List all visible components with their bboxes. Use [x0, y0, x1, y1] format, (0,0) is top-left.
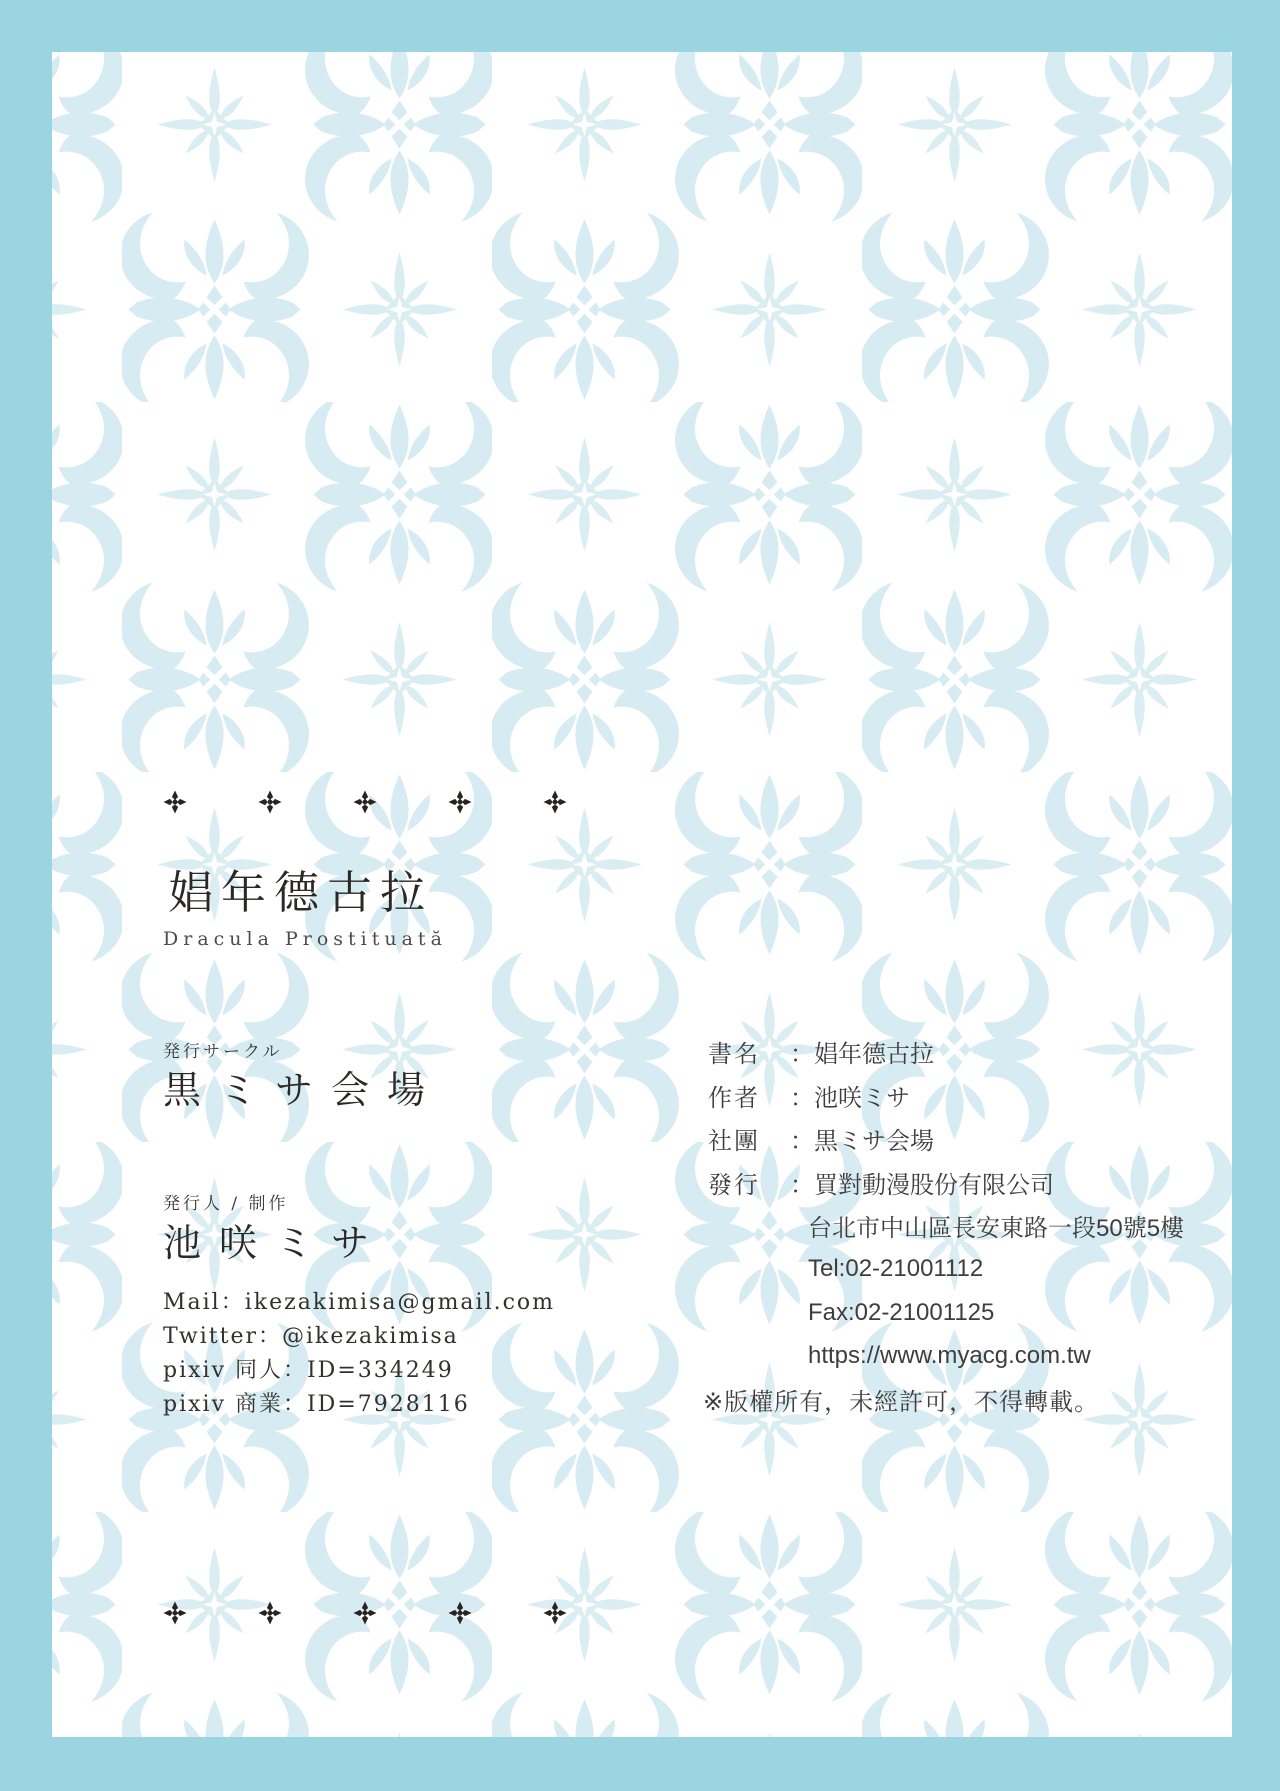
colophon-value: 買對動漫股份有限公司: [814, 1171, 1054, 1199]
content-layer: [52, 52, 1232, 1737]
contact-list: [163, 1286, 555, 1422]
cross-fleury-icon: [163, 1601, 187, 1625]
colophon-page: [52, 52, 1232, 1737]
contact-mail: Mail：ikezakimisa@gmail.com: [163, 1290, 556, 1315]
cross-fleury-icon: [163, 790, 187, 814]
colophon-label: 社團: [708, 1128, 760, 1156]
cross-fleury-icon: [448, 790, 472, 814]
colophon-label: 書名: [708, 1041, 760, 1069]
cross-fleury-icon: [258, 1601, 282, 1625]
colon: ：: [790, 1171, 814, 1199]
top-cross-divider: [163, 790, 567, 814]
colon: ：: [790, 1128, 814, 1156]
publisher-fax: Fax:02-21001125: [808, 1298, 995, 1326]
copyright-notice: ※版權所有，未經許可，不得轉載。: [703, 1389, 1100, 1417]
colophon-row-author: [708, 1074, 1184, 1118]
circle-name: 黒ミサ会場: [163, 1068, 444, 1112]
colophon-row-title: [708, 1030, 1184, 1074]
creator-name: 池咲ミサ: [163, 1221, 388, 1265]
publisher-address: 台北市中山區長安東路一段50號5樓: [808, 1215, 1185, 1243]
contact-pixiv-commercial: pixiv 商業：ID=7928116: [163, 1392, 470, 1417]
colophon-info: [703, 1030, 1185, 1422]
colon: ：: [790, 1084, 814, 1112]
colophon-value: 黒ミサ会場: [814, 1128, 934, 1156]
contact-twitter: Twitter：@ikezakimisa: [163, 1324, 459, 1349]
colophon-label: 作者: [708, 1084, 760, 1112]
circle-label: 発行サークル: [163, 1042, 283, 1062]
cross-fleury-icon: [258, 790, 282, 814]
colon: ：: [790, 1041, 814, 1069]
cross-fleury-icon: [543, 1601, 567, 1625]
cross-fleury-icon: [353, 1601, 377, 1625]
cross-fleury-icon: [448, 1601, 472, 1625]
colophon-row-circle: [708, 1117, 1184, 1161]
publisher-tel: Tel:02-21001112: [808, 1255, 984, 1283]
colophon-label: 發行: [708, 1171, 760, 1199]
publisher-url: https://www.myacg.com.tw: [808, 1342, 1091, 1370]
bottom-cross-divider: [163, 1601, 567, 1625]
colophon-value: 池咲ミサ: [814, 1084, 910, 1112]
contact-pixiv-doujin: pixiv 同人：ID=334249: [163, 1358, 454, 1383]
colophon-row-publisher: [708, 1161, 1184, 1205]
colophon-value: 娼年德古拉: [814, 1041, 934, 1069]
book-subtitle: Dracula Prostituată: [163, 928, 447, 950]
book-title: 娼年德古拉: [168, 867, 434, 918]
cross-fleury-icon: [353, 790, 377, 814]
cross-fleury-icon: [543, 790, 567, 814]
creator-label: 発行人 / 制作: [163, 1194, 289, 1214]
